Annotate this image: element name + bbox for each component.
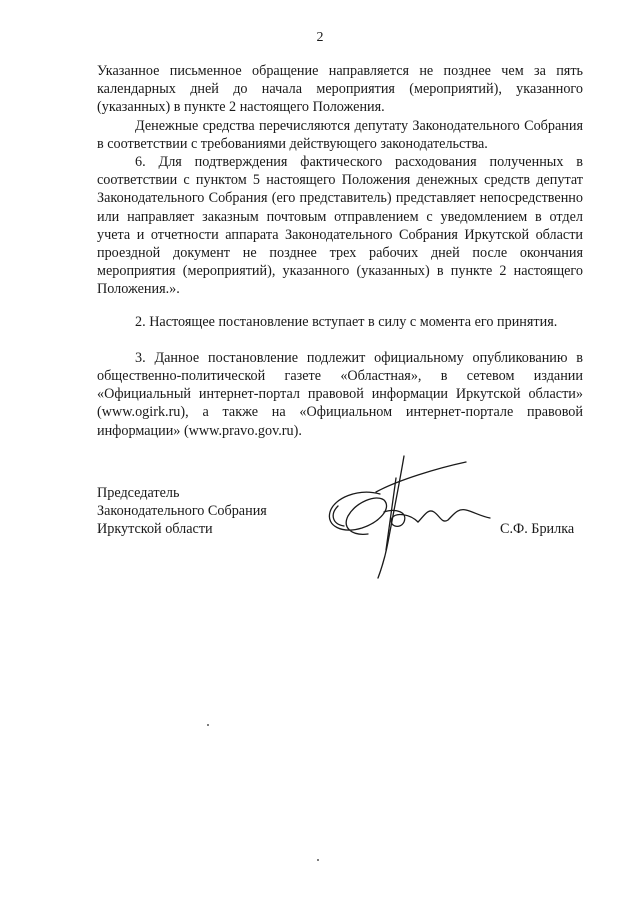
paragraph-item-3: 3. Данное постановление подлежит официальному опубликованию в общественно-политической газете «Областная», в сетевом издании «Официальный интернет-портал правовой информации Иркутской области» (www.ogirk.ru), а также на «Официальном интернет-портале правовой информации» (www.pravo.gov.ru). (97, 349, 583, 439)
document-body (97, 62, 583, 440)
signatory-title-line: Председатель (97, 485, 180, 501)
paragraph-funds-transfer: Денежные средства перечисляются депутату Законодательного Собрания в соответствии с требованиями действующего законодательства. (97, 117, 583, 152)
scan-artifact-dot (317, 859, 319, 861)
paragraph-written-request: Указанное письменное обращение направляется не позднее чем за пять календарных дней до начала мероприятия (мероприятий), указанного (указанных) в пункте 2 настоящего Положения. (97, 63, 583, 116)
paragraph-item-2: 2. Настоящее постановление вступает в силу с момента его принятия. (135, 313, 558, 330)
scan-artifact-dot (207, 724, 209, 726)
signatory-title-line: Иркутской области (97, 521, 213, 538)
signatory-title-line: Законодательного Собрания (97, 503, 267, 520)
paragraph-spacer (97, 299, 583, 313)
signatory-name: С.Ф. Брилка (500, 521, 575, 537)
paragraph-item-6: 6. Для подтверждения фактического расходования полученных в соответствии с пунктом 5 настоящего Положения денежных средств депутат Законодательного Собрания (его представитель) представляет непосредственно или направляет заказным почтовым отправлением с уведомлением в отдел учета и отчетности аппарата Законодательного Собрания Иркутской области проездной документ не позднее трех рабочих дней после окончания мероприятия (мероприятий), указанного (указанных) в пункте 2 настоящего Положения.». (97, 154, 583, 298)
handwritten-signature (318, 450, 498, 585)
signatory-title (97, 484, 267, 539)
paragraph-spacer (97, 331, 583, 349)
page-number: 2 (316, 30, 324, 45)
